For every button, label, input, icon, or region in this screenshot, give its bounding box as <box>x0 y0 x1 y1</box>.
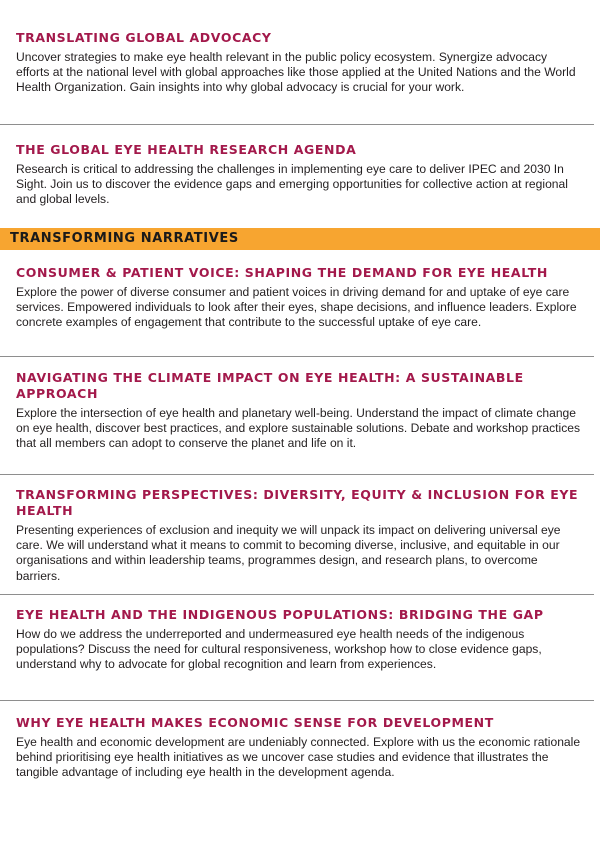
section-title: TRANSFORMING PERSPECTIVES: DIVERSITY, EQUITY & INCLUSION FOR EYE HEALTH <box>16 487 579 518</box>
section-title: NAVIGATING THE CLIMATE IMPACT ON EYE HEALTH: A SUSTAINABLE APPROACH <box>16 370 524 401</box>
section-indigenous-populations <box>16 607 582 673</box>
section-body: Presenting experiences of exclusion and inequity we will unpack its impact on delivering universal eye care. We will understand what it means to commit to becoming diverse, inclusive, and equitable in our organisations and within leadership teams, programmes design, and research plans, to overcome barriers. <box>16 523 561 583</box>
section-consumer-patient-voice <box>16 265 582 331</box>
section-body: Eye health and economic development are undeniably connected. Explore with us the economic rationale behind prioritising eye health initiatives as we uncover case studies and evidence that illustrates the tangible advantage of including eye health in the development agenda. <box>16 735 581 780</box>
section-economic-sense <box>16 715 582 781</box>
section-translating-global-advocacy <box>16 30 582 96</box>
section-diversity-equity-inclusion <box>16 487 582 584</box>
section-title: THE GLOBAL EYE HEALTH RESEARCH AGENDA <box>16 142 357 157</box>
section-title: EYE HEALTH AND THE INDIGENOUS POPULATIONS: BRIDGING THE GAP <box>16 607 544 622</box>
section-title: WHY EYE HEALTH MAKES ECONOMIC SENSE FOR DEVELOPMENT <box>16 715 494 730</box>
divider <box>0 356 594 357</box>
section-research-agenda <box>16 142 582 208</box>
section-body: How do we address the underreported and undermeasured eye health needs of the indigenous populations? Discuss the need for cultural responsiveness, workshop how to close evidence gaps, understand why to advocate for global recognition and learn from experiences. <box>16 627 542 672</box>
section-title: CONSUMER & PATIENT VOICE: SHAPING THE DEMAND FOR EYE HEALTH <box>16 265 548 280</box>
banner-label: TRANSFORMING NARRATIVES <box>10 231 239 246</box>
divider <box>0 700 594 701</box>
section-banner <box>0 228 600 250</box>
section-climate-impact <box>16 370 582 452</box>
section-body: Uncover strategies to make eye health relevant in the public policy ecosystem. Synergize advocacy efforts at the national level with global approaches like those applied at the United Nations and the World Health Organization. Gain insights into why global advocacy is crucial for your work. <box>16 50 576 95</box>
divider <box>0 594 594 595</box>
section-body: Explore the intersection of eye health and planetary well-being. Understand the impact of climate change on eye health, discover best practices, and explore sustainable solutions. Debate and workshop practices that all members can adopt to conserve the planet and life on it. <box>16 406 581 451</box>
section-body: Research is critical to addressing the challenges in implementing eye care to deliver IPEC and 2030 In Sight. Join us to discover the evidence gaps and emerging opportunities for collective action at regional and global levels. <box>16 162 568 207</box>
section-body: Explore the power of diverse consumer and patient voices in driving demand for and uptake of eye care services. Empowered individuals to look after their eyes, shape decisions, and influence leaders. Explore concrete examples of engagement that contribute to the successful uptake of eye care. <box>16 285 577 330</box>
section-title: TRANSLATING GLOBAL ADVOCACY <box>16 30 272 45</box>
divider <box>0 474 594 475</box>
divider <box>0 124 594 125</box>
